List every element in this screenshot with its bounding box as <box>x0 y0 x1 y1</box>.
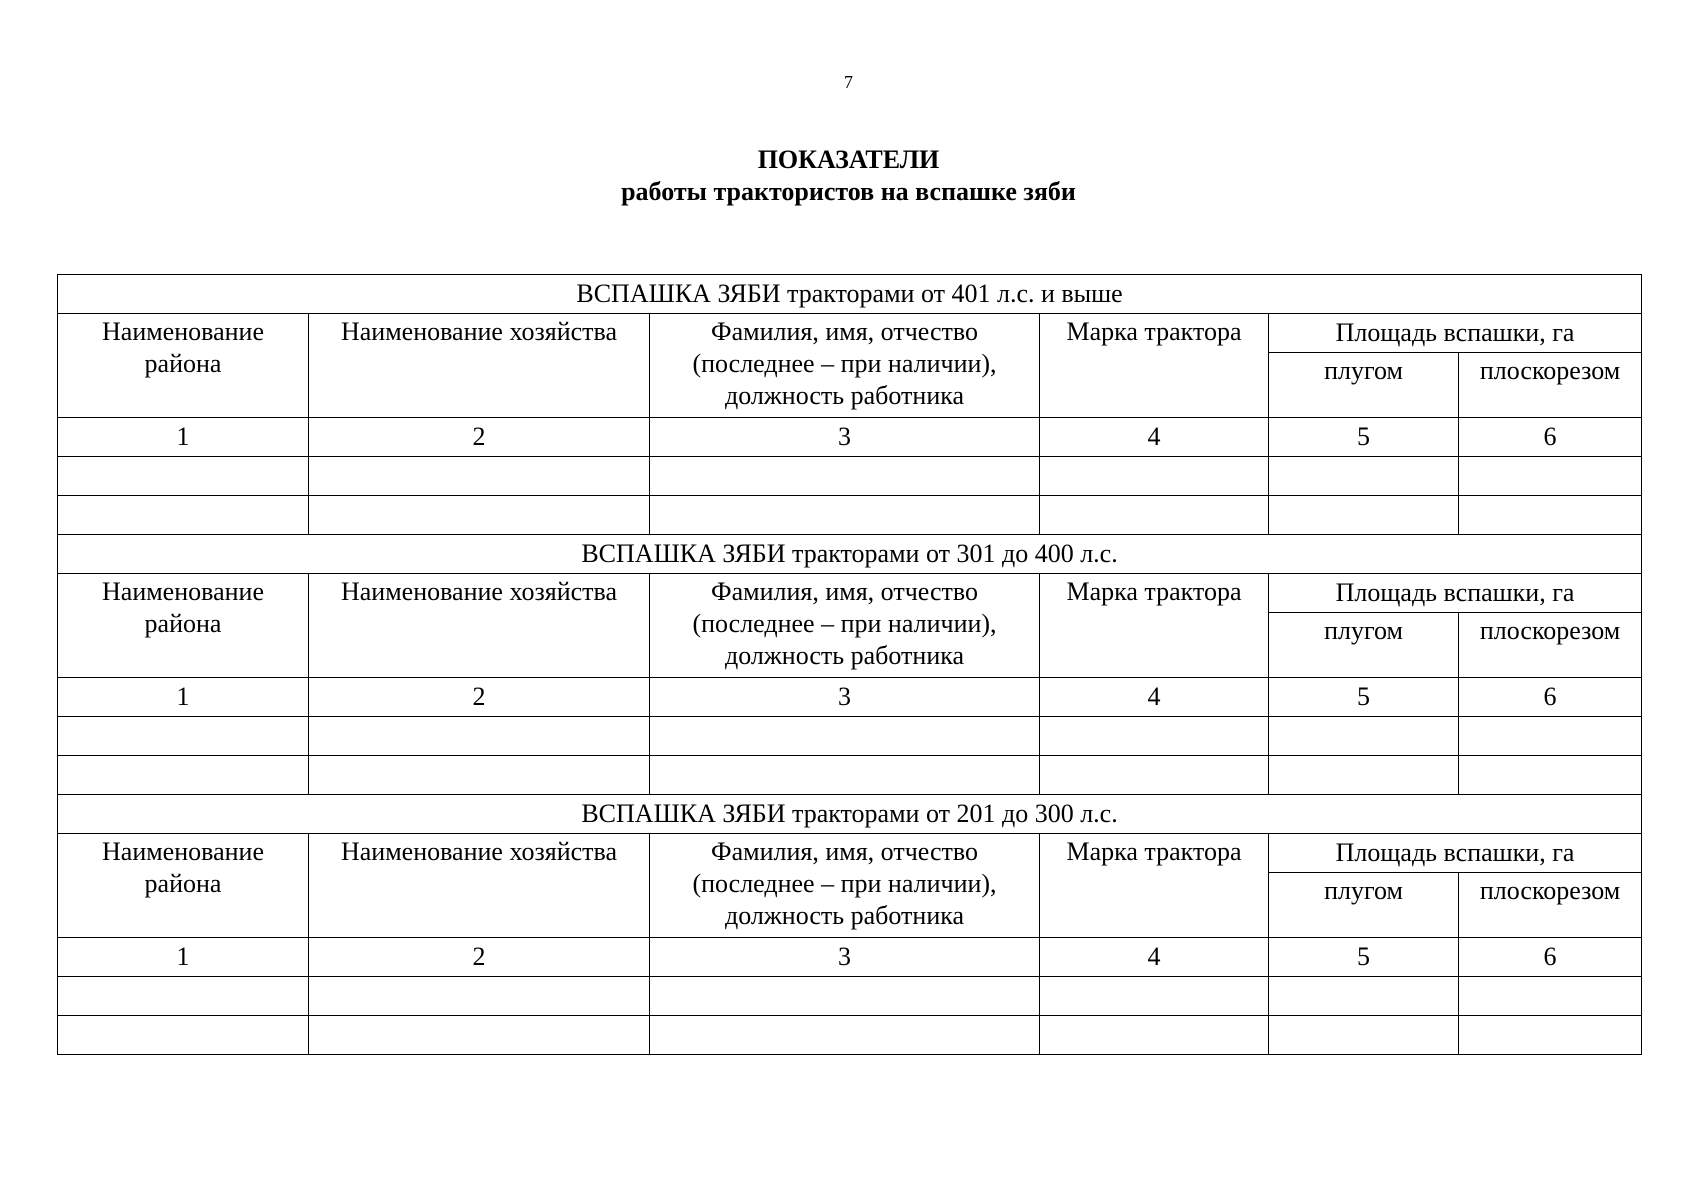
empty-cell[interactable] <box>309 717 650 756</box>
column-number: 1 <box>58 678 309 717</box>
header-tractor: Марка трактора <box>1040 834 1269 938</box>
column-number-row <box>58 938 1642 977</box>
table-row <box>58 496 1642 535</box>
empty-cell[interactable] <box>650 717 1040 756</box>
column-number: 5 <box>1269 938 1459 977</box>
table-row <box>58 1016 1642 1055</box>
column-number: 1 <box>58 938 309 977</box>
empty-cell[interactable] <box>309 1016 650 1055</box>
table-row <box>58 717 1642 756</box>
column-number-row <box>58 678 1642 717</box>
column-number: 3 <box>650 938 1040 977</box>
column-number: 3 <box>650 418 1040 457</box>
section-title-row <box>58 275 1642 314</box>
header-tractor: Марка трактора <box>1040 314 1269 418</box>
empty-cell[interactable] <box>1459 717 1642 756</box>
column-number: 6 <box>1459 938 1642 977</box>
section-title: ВСПАШКА ЗЯБИ тракторами от 401 л.с. и выше <box>58 275 1642 314</box>
empty-cell[interactable] <box>1269 977 1459 1016</box>
header-district: Наименование района <box>58 574 309 678</box>
header-plow: плугом <box>1269 873 1459 938</box>
header-flatcut: плоскорезом <box>1459 613 1642 678</box>
empty-cell[interactable] <box>1269 457 1459 496</box>
empty-cell[interactable] <box>58 717 309 756</box>
table-body <box>58 275 1642 1055</box>
empty-cell[interactable] <box>1269 1016 1459 1055</box>
empty-cell[interactable] <box>1040 717 1269 756</box>
header-row <box>58 314 1642 353</box>
header-district: Наименование района <box>58 314 309 418</box>
header-farm: Наименование хозяйства <box>309 834 650 938</box>
empty-cell[interactable] <box>650 457 1040 496</box>
empty-cell[interactable] <box>1269 717 1459 756</box>
section-title-row <box>58 795 1642 834</box>
column-number: 3 <box>650 678 1040 717</box>
empty-cell[interactable] <box>309 496 650 535</box>
empty-cell[interactable] <box>58 756 309 795</box>
empty-cell[interactable] <box>650 496 1040 535</box>
section-title: ВСПАШКА ЗЯБИ тракторами от 301 до 400 л.с. <box>58 535 1642 574</box>
header-area: Площадь вспашки, га <box>1269 574 1642 613</box>
empty-cell[interactable] <box>1040 496 1269 535</box>
table-row <box>58 457 1642 496</box>
section-title-row <box>58 535 1642 574</box>
document-title: ПОКАЗАТЕЛИ <box>757 145 940 174</box>
header-row <box>58 574 1642 613</box>
column-number: 5 <box>1269 678 1459 717</box>
column-number: 2 <box>309 418 650 457</box>
empty-cell[interactable] <box>1269 496 1459 535</box>
empty-cell[interactable] <box>650 756 1040 795</box>
empty-cell[interactable] <box>1459 1016 1642 1055</box>
header-worker: Фамилия, имя, отчество (последнее – при наличии), должность работника <box>650 574 1040 678</box>
empty-cell[interactable] <box>1040 756 1269 795</box>
header-tractor: Марка трактора <box>1040 574 1269 678</box>
header-area: Площадь вспашки, га <box>1269 834 1642 873</box>
header-area: Площадь вспашки, га <box>1269 314 1642 353</box>
empty-cell[interactable] <box>1040 457 1269 496</box>
empty-cell[interactable] <box>650 977 1040 1016</box>
header-farm: Наименование хозяйства <box>309 574 650 678</box>
header-worker: Фамилия, имя, отчество (последнее – при наличии), должность работника <box>650 314 1040 418</box>
empty-cell[interactable] <box>58 977 309 1016</box>
column-number: 6 <box>1459 678 1642 717</box>
column-number: 4 <box>1040 418 1269 457</box>
column-number: 5 <box>1269 418 1459 457</box>
column-number: 4 <box>1040 678 1269 717</box>
page-number: 7 <box>844 72 853 92</box>
column-number: 2 <box>309 678 650 717</box>
header-plow: плугом <box>1269 613 1459 678</box>
empty-cell[interactable] <box>1269 756 1459 795</box>
empty-cell[interactable] <box>1459 977 1642 1016</box>
empty-cell[interactable] <box>1040 1016 1269 1055</box>
empty-cell[interactable] <box>1040 977 1269 1016</box>
header-flatcut: плоскорезом <box>1459 353 1642 418</box>
section-title: ВСПАШКА ЗЯБИ тракторами от 201 до 300 л.с. <box>58 795 1642 834</box>
empty-cell[interactable] <box>309 756 650 795</box>
empty-cell[interactable] <box>58 1016 309 1055</box>
table-row <box>58 977 1642 1016</box>
empty-cell[interactable] <box>58 457 309 496</box>
empty-cell[interactable] <box>58 496 309 535</box>
column-number: 4 <box>1040 938 1269 977</box>
column-number-row <box>58 418 1642 457</box>
empty-cell[interactable] <box>309 457 650 496</box>
column-number: 1 <box>58 418 309 457</box>
indicators-table <box>57 274 1642 1055</box>
header-worker: Фамилия, имя, отчество (последнее – при наличии), должность работника <box>650 834 1040 938</box>
table-row <box>58 756 1642 795</box>
empty-cell[interactable] <box>1459 457 1642 496</box>
empty-cell[interactable] <box>650 1016 1040 1055</box>
document-subtitle: работы трактористов на вспашке зяби <box>621 177 1076 206</box>
empty-cell[interactable] <box>1459 756 1642 795</box>
header-flatcut: плоскорезом <box>1459 873 1642 938</box>
header-plow: плугом <box>1269 353 1459 418</box>
column-number: 2 <box>309 938 650 977</box>
header-district: Наименование района <box>58 834 309 938</box>
column-number: 6 <box>1459 418 1642 457</box>
header-row <box>58 834 1642 873</box>
empty-cell[interactable] <box>1459 496 1642 535</box>
document-title-block <box>0 144 1697 208</box>
header-farm: Наименование хозяйства <box>309 314 650 418</box>
empty-cell[interactable] <box>309 977 650 1016</box>
